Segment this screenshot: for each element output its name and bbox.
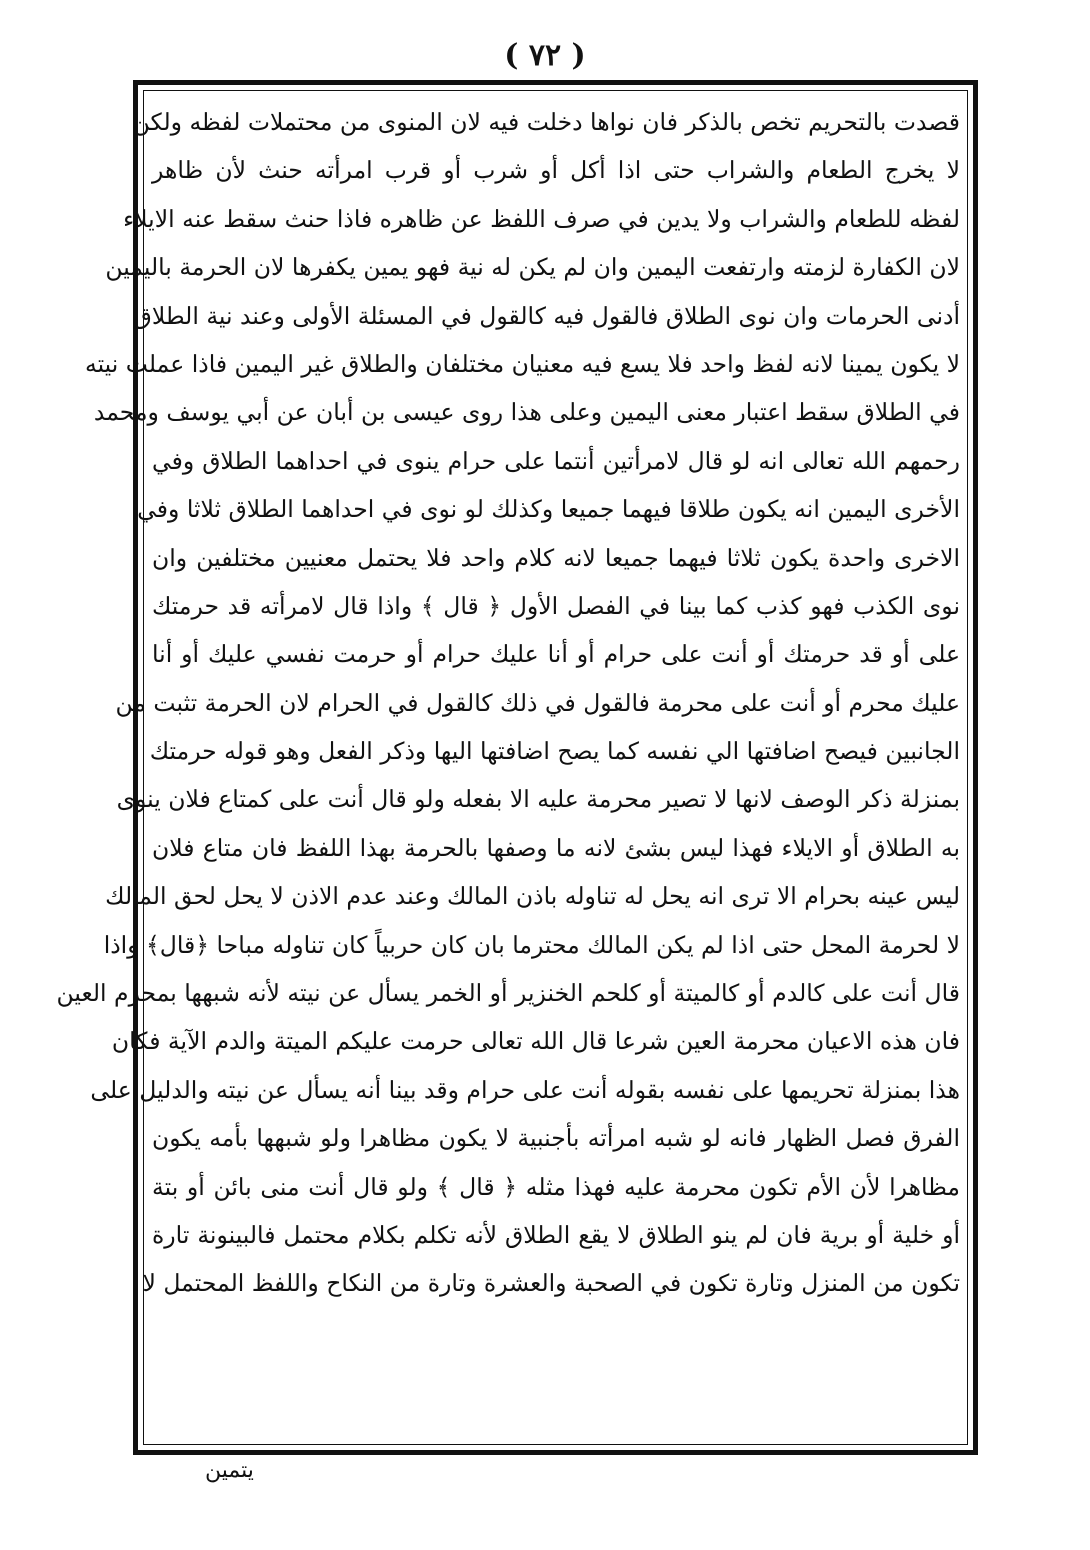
page-number: ( ٧٢ ): [504, 38, 586, 73]
text-line: فان هذه الاعيان محرمة العين شرعا قال الله تعالى حرمت عليكم الميتة والدم الآية فكان: [111, 1027, 960, 1056]
text-line: نوى الكذب فهو كذب كما بينا في الفصل الأول ﴿ قال ﴾ واذا قال لامرأته قد حرمتك: [152, 591, 960, 620]
text-line: لا يكون يمينا لانه لفظ واحد فلا يسع فيه معنيان مختلفان والطلاق غير اليمين فاذا عملت نيته: [84, 349, 960, 378]
text-line: الأخرى اليمين انه يكون طلاقا فيهما جميعا وكذلك لو نوى في احداهما الطلاق ثلاثا وفي: [137, 495, 960, 524]
text-line: أو خلية أو برية فان لم ينو الطلاق لا يقع الطلاق لأنه تكلم بكلام محتمل فالبينونة تارة: [152, 1220, 960, 1249]
text-line: أدنى الحرمات وان نوى الطلاق فالقول فيه كالقول في المسئلة الأولى وعند نية الطلاق: [133, 301, 960, 330]
text-line: لا يخرج الطعام والشراب حتى اذا أكل أو شرب أو قرب امرأته حنث لأن ظاهر: [152, 156, 960, 185]
text-body: [56, 98, 960, 1308]
text-line: تكون من المنزل وتارة تكون في الصحبة والعشرة وتارة من النكاح واللفظ المحتمل لا: [142, 1269, 960, 1298]
text-line: الاخرى واحدة يكون ثلاثا فيهما جميعا لانه كلام واحد فلا يحتمل معنيين مختلفين وان: [152, 543, 960, 572]
text-line: رحمهم الله تعالى انه لو قال لامرأتين أنتما على حرام ينوى في احداهما الطلاق وفي: [152, 446, 960, 475]
text-line: قال أنت على كالدم أو كالميتة أو كلحم الخنزير أو الخمر يسأل عن نيته لأنه شبهها بمحرم العين: [56, 979, 960, 1008]
text-line: الجانبين فيصح اضافتها الي نفسه كما يصح اضافتها اليها وذكر الفعل وهو قوله حرمتك: [149, 737, 960, 766]
catchword: يتمين: [205, 1458, 254, 1483]
text-line: قصدت بالتحريم تخص بالذكر فان نواها دخلت فيه لان المنوى من محتملات لفظه ولكن: [132, 108, 960, 136]
text-line: لان الكفارة لزمته وارتفعت اليمين وان لم يكن له نية فهو يمين يكفرها لان الحرمة باليمين: [105, 253, 960, 282]
text-line: الفرق فصل الظهار فانه لو شبه امرأته بأجنبية لا يكون مظاهرا ولو شبهها بأمه يكون: [152, 1124, 960, 1153]
text-line: عليك محرم أو أنت على محرمة فالقول في ذلك كالقول في الحرام لان الحرمة تثبت من: [115, 688, 960, 717]
text-line: لفظه للطعام والشراب ولا يدين في صرف اللفظ عن ظاهره فاذا حنث سقط عنه الايلاء: [123, 204, 960, 233]
text-line: لا لحرمة المحل حتى اذا لم يكن المالك محترما بان كان حربياً كان تناوله مباحا ﴿قال﴾ واذا: [103, 930, 960, 959]
text-line: به الطلاق أو الايلاء فهذا ليس بشئ لانه ما وصفها بالحرمة بهذا اللفظ فان متاع فلان: [152, 833, 960, 862]
text-line: مظاهرا لأن الأم تكون محرمة عليه فهذا مثله ﴿ قال ﴾ ولو قال أنت منى بائن أو بتة: [152, 1172, 960, 1201]
text-line: بمنزلة ذكر الوصف لانها لا تصير محرمة عليه الا بفعله ولو قال أنت على كمتاع فلان ينوى: [116, 785, 960, 814]
text-line: في الطلاق سقط اعتبار معنى اليمين وعلى هذا روى عيسى بن أبان عن أبي يوسف ومحمد: [93, 398, 960, 427]
text-line: هذا بمنزلة تحريمها على نفسه بقوله أنت على حرام وقد بينا أنه يسأل عن نيته والدليل على: [90, 1075, 960, 1104]
text-line: على أو قد حرمتك أو أنت على حرام أو أنا عليك حرام أو حرمت نفسي عليك أو أنا: [152, 640, 960, 669]
text-line: ليس عينه بحرام الا ترى انه يحل له تناوله باذن المالك وعند عدم الاذن لا يحل لحق المالك: [105, 882, 960, 911]
